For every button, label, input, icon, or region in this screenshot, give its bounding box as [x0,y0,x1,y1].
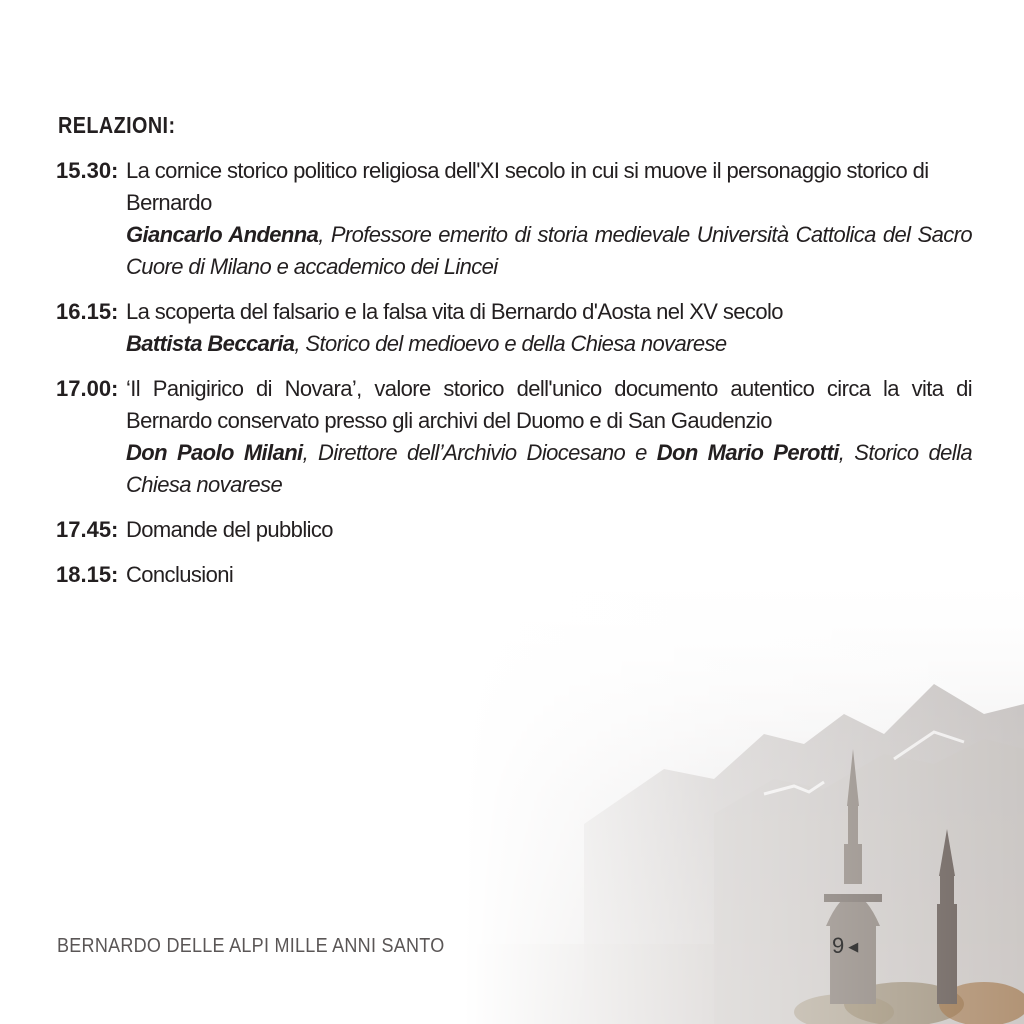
page-number-value: 9 [832,933,845,958]
speaker [126,219,972,283]
speaker-description: , Storico del medioevo e della Chiesa novarese [294,331,727,356]
time-label: 17.00: [56,376,119,401]
speaker-name: Don Paolo Milani [126,440,303,465]
speaker-name: Giancarlo Andenna [126,222,319,247]
program-item [56,514,972,546]
footer-title: BERNARDO DELLE ALPI MILLE ANNI SANTO [57,935,445,957]
time-label: 17.45: [56,517,119,542]
time-label: 15.30: [56,158,119,183]
speaker-description: , Storico della Chiesa novarese [126,440,973,497]
talk-title: Conclusioni [126,562,234,587]
program-item [56,155,972,283]
speaker-description: , Professore emerito di storia medievale Università Cattolica del Sacro Cuore di Milano e accademico dei Lincei [126,222,972,279]
speaker-name: Battista Beccaria [126,331,295,356]
talk-title: ‘Il Panigirico di Novara’, valore storico dell'unico documento autentico circa la vita di Bernardo conservato presso gli archivi del Duomo e di San Gaudenzio [126,376,972,433]
program-item [56,373,972,501]
time-label: 16.15: [56,299,119,324]
section-heading: RELAZIONI: [58,112,176,138]
landscape-background-image [464,564,1024,1024]
talk-title: La cornice storico politico religiosa dell'XI secolo in cui si muove il personaggio storico di Bernardo [126,158,929,215]
talk-title: Domande del pubblico [126,517,333,542]
speaker [126,328,972,360]
speaker-name: Don Mario Perotti [656,440,839,465]
speaker-description: , Direttore dell’Archivio Diocesano e [302,440,657,465]
program-item [56,296,972,360]
triangle-left-icon: ◀ [848,938,859,954]
time-label: 18.15: [56,562,119,587]
talk-title: La scoperta del falsario e la falsa vita di Bernardo d'Aosta nel XV secolo [126,299,783,324]
program-content [56,112,972,604]
program-item [56,559,972,591]
speaker [126,437,972,501]
page-number [832,933,858,959]
